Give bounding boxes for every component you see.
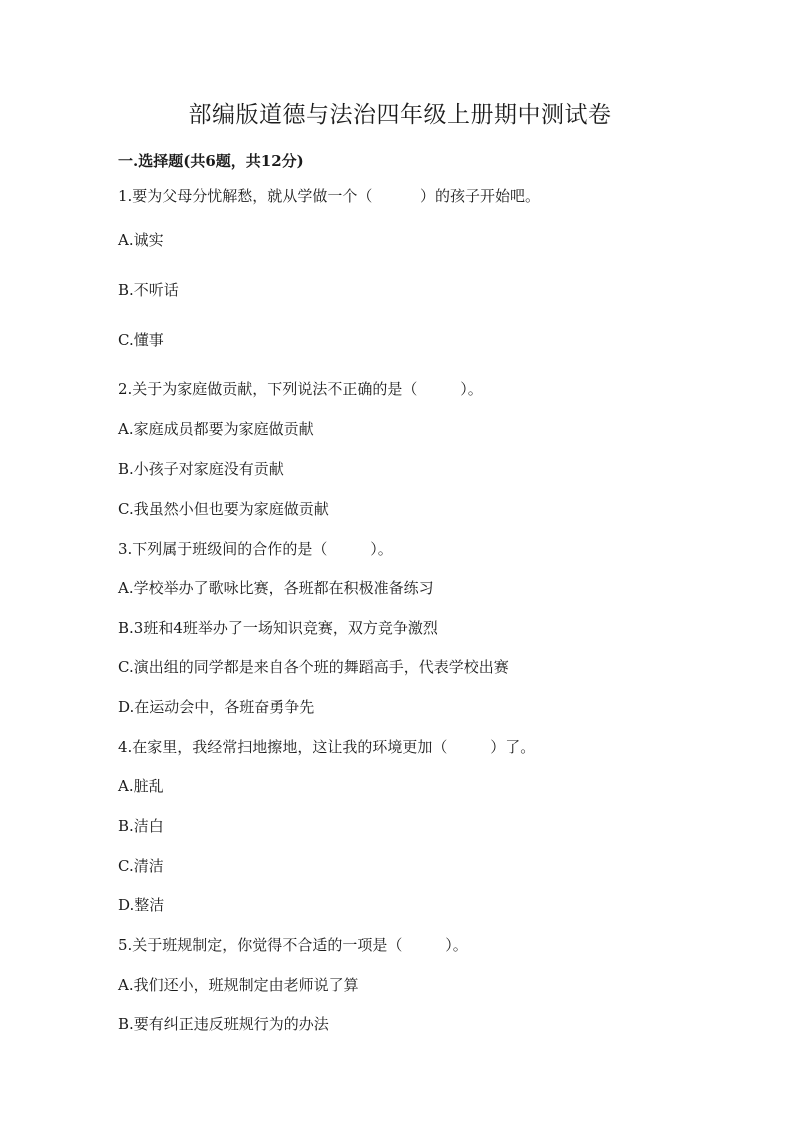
question-5-option-a: A.我们还小，班规制定由老师说了算 (118, 976, 359, 994)
question-4-option-d: D.整洁 (118, 896, 165, 914)
question-3-option-c: C.演出组的同学都是来自各个班的舞蹈高手，代表学校出赛 (118, 658, 509, 676)
question-4-option-b: B.洁白 (118, 817, 164, 835)
question-4-option-c: C.清洁 (118, 857, 164, 875)
question-2-text: 2.关于为家庭做贡献，下列说法不正确的是（ ）。 (118, 380, 483, 398)
question-1-text: 1.要为父母分忧解愁，就从学做一个（ ）的孩子开始吧。 (118, 187, 540, 205)
question-5-text: 5.关于班规制定，你觉得不合适的一项是（ ）。 (118, 936, 468, 954)
question-1-option-a: A.诚实 (118, 231, 164, 249)
page-title: 部编版道德与法治四年级上册期中测试卷 (188, 102, 612, 128)
section-heading: 一.选择题(共6题，共12分) (118, 152, 304, 170)
question-2-option-b: B.小孩子对家庭没有贡献 (118, 460, 284, 478)
question-1-option-b: B.不听话 (118, 281, 179, 299)
question-5-option-b: B.要有纠正违反班规行为的办法 (118, 1015, 329, 1033)
question-2-option-a: A.家庭成员都要为家庭做贡献 (118, 420, 314, 438)
question-3-option-b: B.3班和4班举办了一场知识竞赛，双方竞争激烈 (118, 619, 438, 637)
question-1-option-c: C.懂事 (118, 331, 164, 349)
question-2-option-c: C.我虽然小但也要为家庭做贡献 (118, 500, 329, 518)
question-3-option-a: A.学校举办了歌咏比赛，各班都在积极准备练习 (118, 579, 434, 597)
question-4-option-a: A.脏乱 (118, 777, 164, 795)
question-3-option-d: D.在运动会中，各班奋勇争先 (118, 698, 315, 716)
question-4-text: 4.在家里，我经常扫地擦地，这让我的环境更加（ ）了。 (118, 738, 536, 756)
question-3-text: 3.下列属于班级间的合作的是（ ）。 (118, 540, 393, 558)
